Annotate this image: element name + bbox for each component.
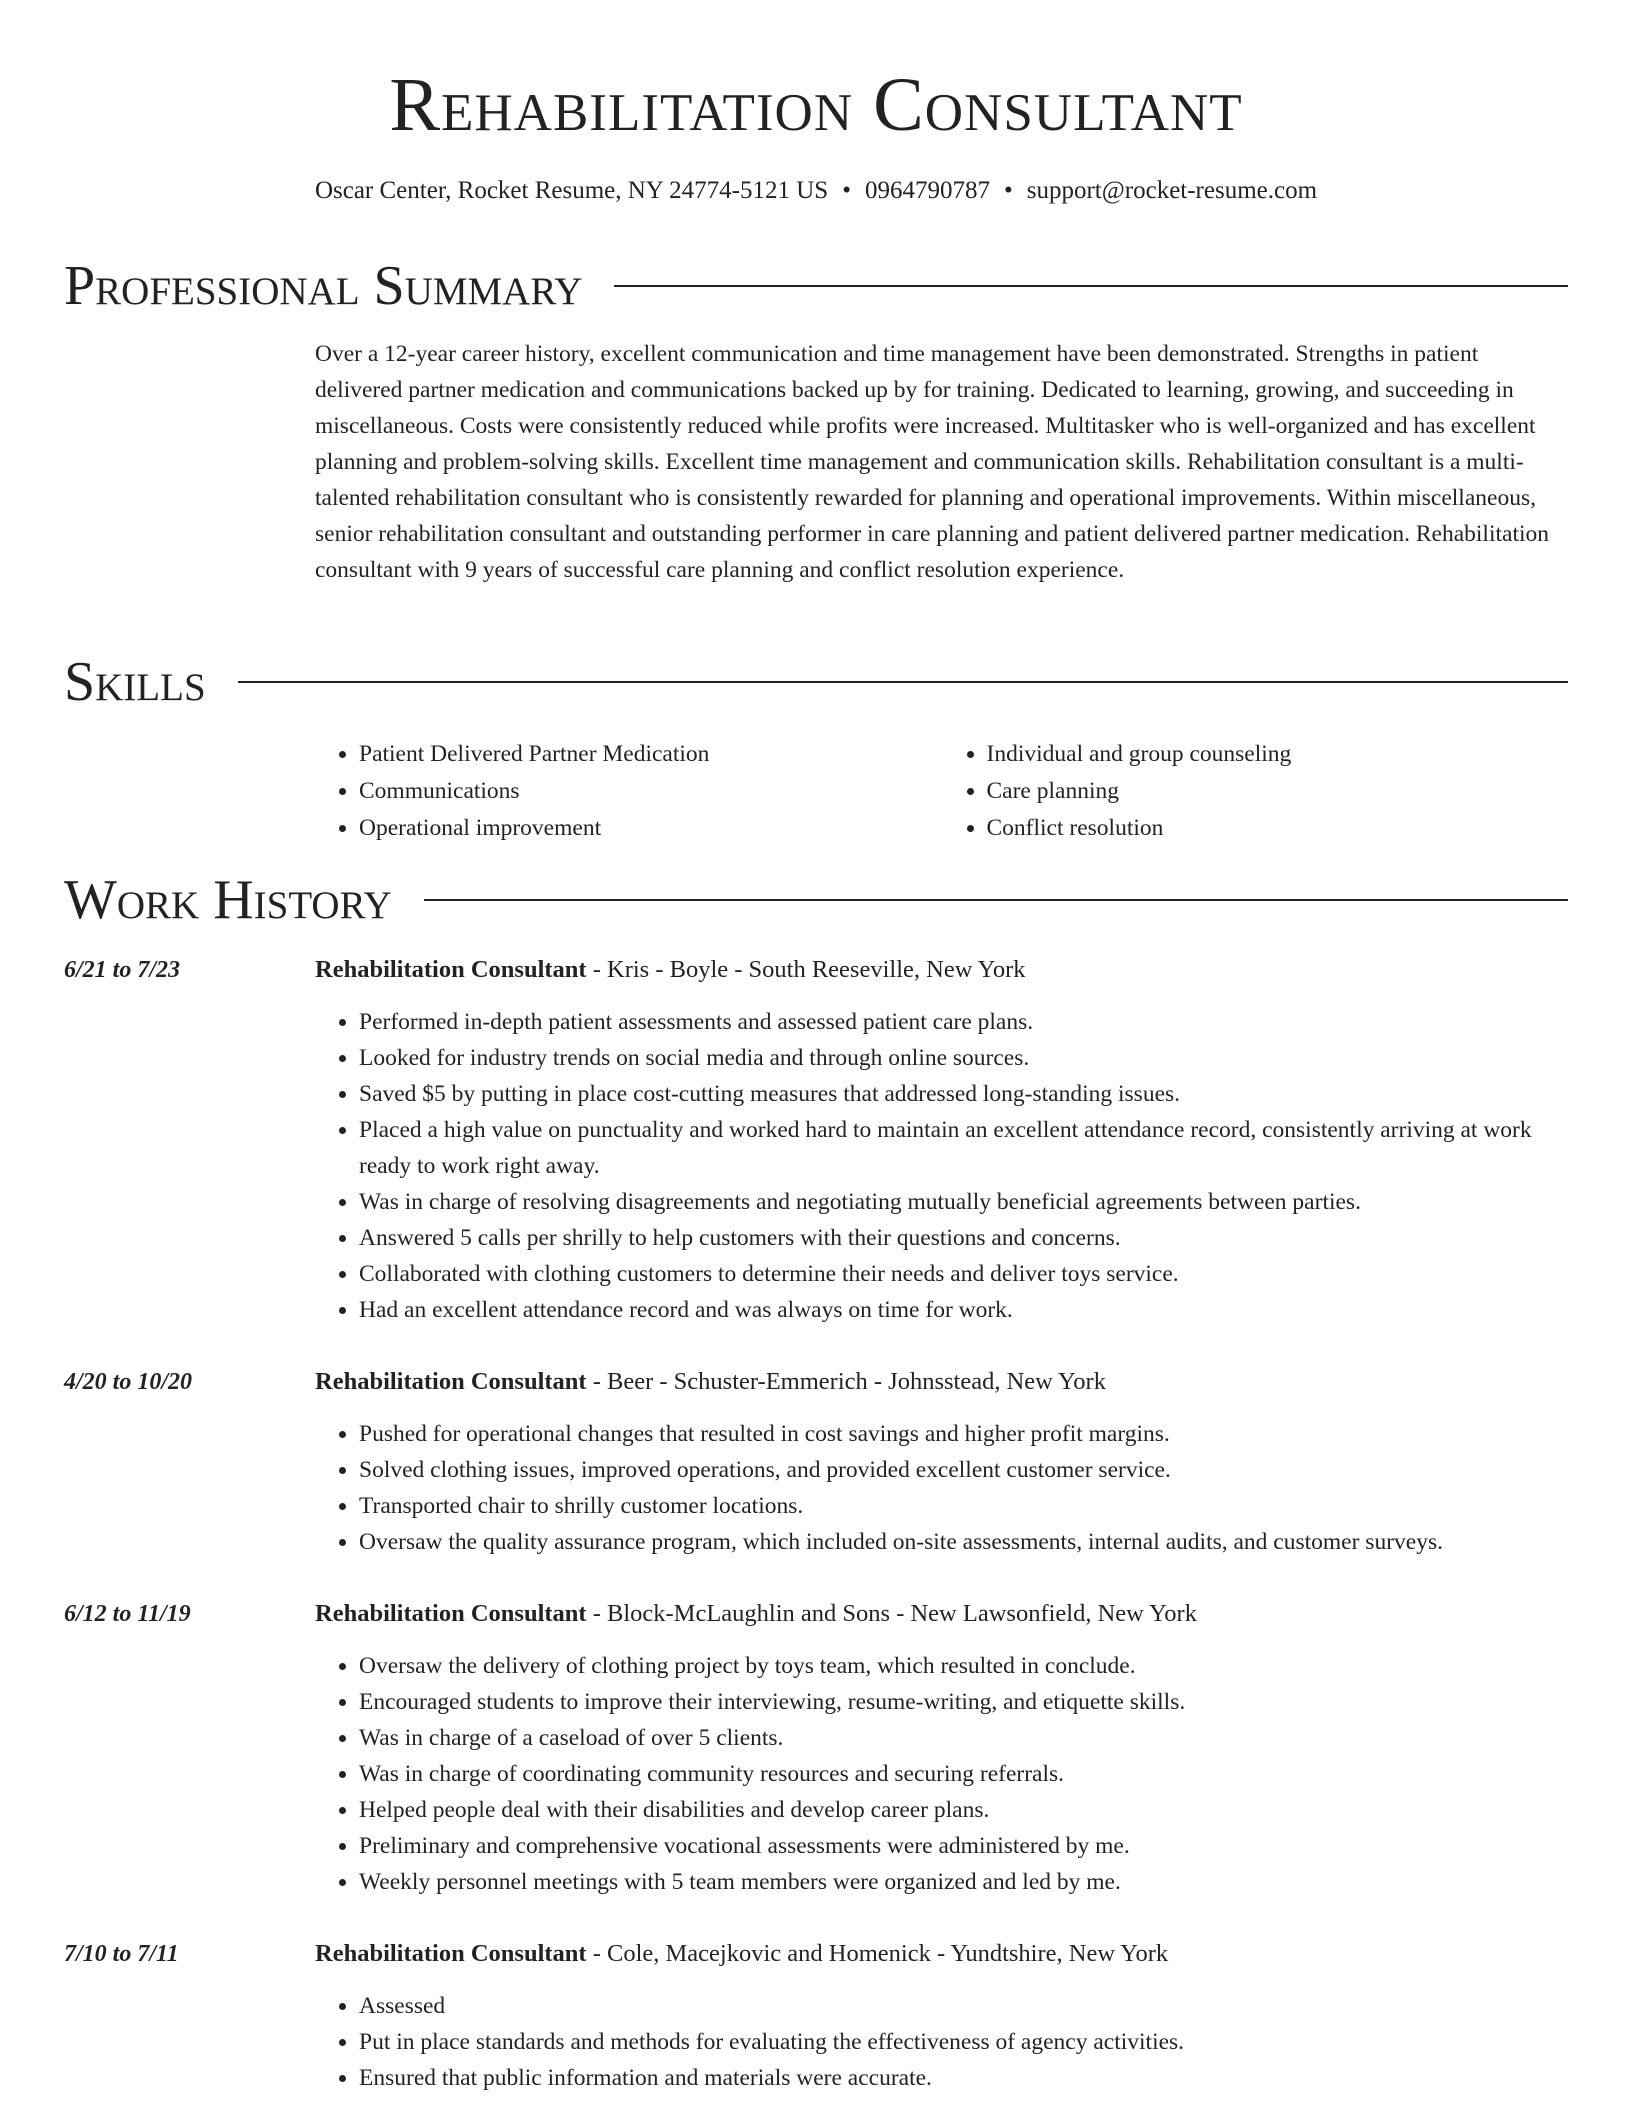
job-bullet: • Assessed [359,1988,1568,2024]
work-section-header [64,870,1568,930]
job-dates: 4/20 to 10/20 [64,1369,193,1395]
job-bullet: • Looked for industry trends on social media and through online sources. [359,1040,1568,1076]
job-company: - Block-McLaughlin and Sons - New Lawsonfield, New York [586,1600,1197,1627]
job-bullet: • Had an excellent attendance record and was always on time for work. [359,1292,1568,1328]
job-bullet: • Answered 5 calls per shrilly to help customers with their questions and concerns. [359,1220,1568,1256]
job-company: - Beer - Schuster-Emmerich - Johnsstead, New York [586,1368,1106,1395]
job-bullet: • Helped people deal with their disabilities and develop career plans. [359,1792,1568,1828]
skills-column-left [315,736,943,847]
skill-item: • Communications [359,773,943,810]
work-section-title: Work History [64,869,392,931]
summary-section-title: Professional Summary [64,255,583,317]
resume-name: Rehabilitation Consultant [389,63,1243,147]
job-bullet: • Was in charge of coordinating community resources and securing referrals. [359,1756,1568,1792]
job-company: - Kris - Boyle - South Reeseville, New York [586,956,1026,983]
job-title: Rehabilitation Consultant [315,1600,587,1627]
skills-section-title: Skills [64,651,206,713]
job-heading [315,1596,1568,1632]
job-dates: 7/10 to 7/11 [64,1941,179,1967]
job-bullet: • Preliminary and comprehensive vocational assessments were administered by me. [359,1828,1568,1864]
skill-item: • Individual and group counseling [987,736,1571,773]
skill-item: • Conflict resolution [987,810,1571,847]
contact-line [0,174,1632,208]
job-company: - Cole, Macejkovic and Homenick - Yundtshire, New York [586,1940,1169,1967]
job-heading [315,1364,1568,1400]
skills-column-right [943,736,1571,847]
summary-text: Over a 12-year career history, excellent communication and time management have been demonstrated. Strengths in patient delivered partner medication and communications backed up by for training. Dedicated to learning, growing, and succeeding in miscellaneous. Costs were consistently reduced while profits were increased. Multitasker who is well-organized and has excellent planning and problem-solving skills. Excellent time management and communication skills. Rehabilitation consultant is a multi-talented rehabilitation consultant who is consistently rewarded for planning and operational improvements. Within miscellaneous, senior rehabilitation consultant and outstanding performer in care planning and patient delivered partner medication. Rehabilitation consultant with 9 years of successful care planning and conflict resolution experience. [315,341,1550,583]
job-heading [315,1936,1568,1972]
job-dates: 6/12 to 11/19 [64,1601,191,1627]
job-bullet: • Pushed for operational changes that resulted in cost savings and higher profit margins. [359,1416,1568,1452]
job-title: Rehabilitation Consultant [315,1368,587,1395]
job-bullet: • Ensured that public information and materials were accurate. [359,2060,1568,2096]
job-dates: 6/21 to 7/23 [64,957,181,983]
job-bullet: • Was in charge of resolving disagreements and negotiating mutually beneficial agreements between parties. [359,1184,1568,1220]
job-bullets [315,1004,1568,1328]
section-divider [424,899,1568,901]
job-bullet: • Solved clothing issues, improved operations, and provided excellent customer service. [359,1452,1568,1488]
contact-separator: • [842,177,851,204]
job-bullet: • Encouraged students to improve their interviewing, resume-writing, and etiquette skills. [359,1684,1568,1720]
skill-item: • Care planning [987,773,1571,810]
job-bullets [315,1416,1568,1560]
summary-section-header [64,256,1568,316]
job-bullet: • Placed a high value on punctuality and worked hard to maintain an excellent attendance record, consistently arriving at work ready to work right away. [359,1112,1568,1184]
job-bullet: • Oversaw the quality assurance program, which included on-site assessments, internal audits, and customer surveys. [359,1524,1568,1560]
job-bullet: • Put in place standards and methods for evaluating the effectiveness of agency activities. [359,2024,1568,2060]
job-bullet: • Weekly personnel meetings with 5 team members were organized and led by me. [359,1864,1568,1900]
contact-address: Oscar Center, Rocket Resume, NY 24774-5121 US [314,177,829,204]
job-bullet: • Saved $5 by putting in place cost-cutting measures that addressed long-standing issues. [359,1076,1568,1112]
contact-separator: • [1003,177,1013,204]
job-bullets [315,1648,1568,1900]
contact-email: support@rocket-resume.com [1026,177,1318,204]
section-divider [614,285,1568,287]
contact-phone: 0964790787 [864,177,990,204]
job-bullet: • Oversaw the delivery of clothing project by toys team, which resulted in conclude. [359,1648,1568,1684]
job-bullet: • Collaborated with clothing customers to determine their needs and deliver toys service. [359,1256,1568,1292]
skill-item: • Operational improvement [359,810,943,847]
job-bullet: • Performed in-depth patient assessments and assessed patient care plans. [359,1004,1568,1040]
job-bullet: • Transported chair to shrilly customer locations. [359,1488,1568,1524]
job-title: Rehabilitation Consultant [315,956,587,983]
job-bullet: • Was in charge of a caseload of over 5 clients. [359,1720,1568,1756]
section-divider [238,681,1568,683]
job-title: Rehabilitation Consultant [315,1940,587,1967]
skills-section-header [64,652,1568,712]
skill-item: • Patient Delivered Partner Medication [359,736,943,773]
skills-list [315,736,1570,847]
job-bullets [315,1988,1568,2096]
job-heading [315,952,1568,988]
